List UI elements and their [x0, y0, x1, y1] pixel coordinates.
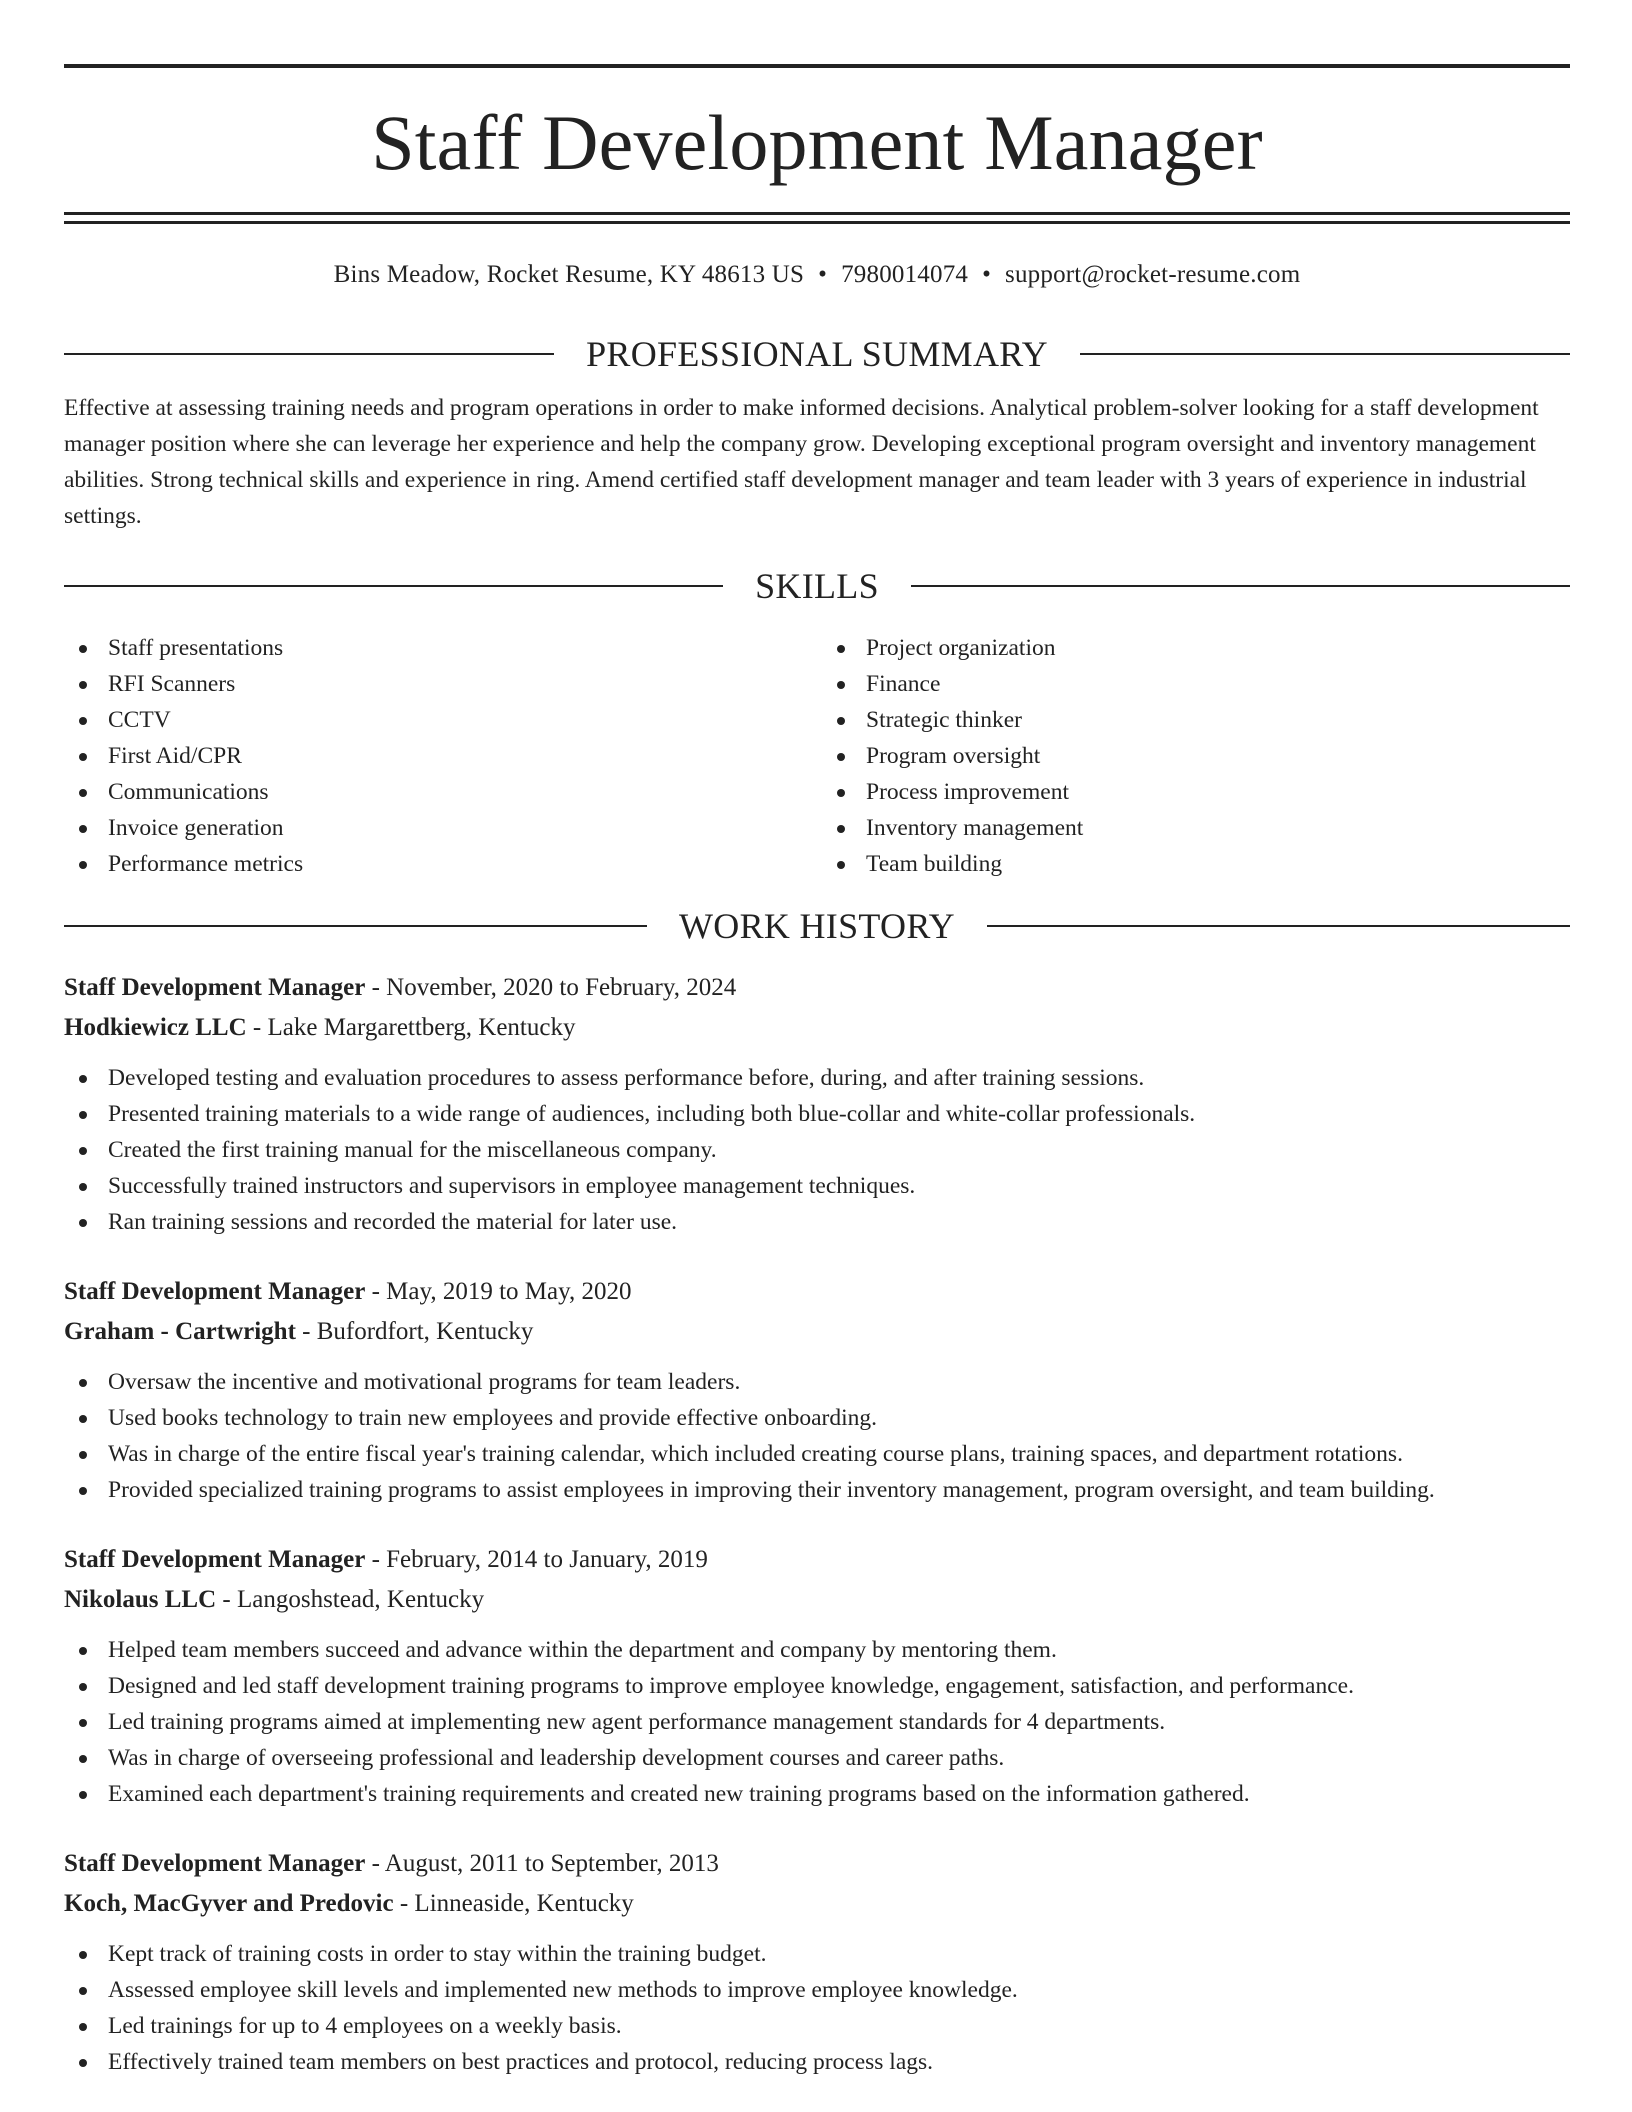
work-history-list	[64, 968, 1570, 2080]
section-heading-label: SKILLS	[755, 566, 879, 606]
dash-separator: -	[246, 1014, 268, 1041]
job-bullet: Assessed employee skill levels and implemented new methods to improve employee knowledge.	[64, 1972, 1570, 2008]
skill-item: Communications	[64, 774, 812, 810]
job-bullet: Presented training materials to a wide range of audiences, including both blue-collar and white-collar professionals.	[64, 1096, 1570, 1132]
contact-separator: •	[818, 261, 828, 288]
resume-title: Staff Development Manager	[371, 99, 1263, 186]
dash-separator: -	[393, 1890, 415, 1917]
title-double-rule	[64, 212, 1570, 224]
skill-item: Performance metrics	[64, 846, 812, 882]
job-location: Bufordfort, Kentucky	[316, 1318, 534, 1345]
job-dates: November, 2020 to February, 2024	[386, 974, 737, 1001]
section-heading-work-history	[64, 904, 1570, 948]
dash-separator: -	[365, 1850, 385, 1877]
job-location: Linneaside, Kentucky	[414, 1890, 634, 1917]
job-company: Nikolaus LLC	[64, 1586, 217, 1613]
skill-item: First Aid/CPR	[64, 738, 812, 774]
job-entry	[64, 1540, 1570, 1812]
job-title-line	[64, 1844, 1570, 1884]
job-entry	[64, 1844, 1570, 2080]
skill-item: CCTV	[64, 702, 812, 738]
job-bullet: Used books technology to train new employees and provide effective onboarding.	[64, 1400, 1570, 1436]
job-title: Staff Development Manager	[64, 1546, 366, 1573]
job-bullets	[64, 1060, 1570, 1240]
job-company: Hodkiewicz LLC	[64, 1014, 247, 1041]
job-bullet: Created the first training manual for the miscellaneous company.	[64, 1132, 1570, 1168]
skills-column-left	[64, 630, 812, 882]
summary-text: Effective at assessing training needs and program operations in order to make informed decisions. Analytical problem-solver looking for a staff development manager position where she can leverage her experience and help the company grow. Developing exceptional program oversight and inventory management abilities. Strong technical skills and experience in ring. Amend certified staff development manager and team leader with 3 years of experience in industrial settings.	[64, 395, 1539, 529]
job-company-line	[64, 1008, 1570, 1048]
contact-phone: 7980014074	[841, 261, 969, 288]
job-company-line	[64, 1884, 1570, 1924]
job-bullet: Was in charge of the entire fiscal year's training calendar, which included creating course plans, training spaces, and department rotations.	[64, 1436, 1570, 1472]
job-bullet: Provided specialized training programs to assist employees in improving their inventory management, program oversight, and team building.	[64, 1472, 1570, 1508]
job-bullet: Helped team members succeed and advance within the department and company by mentoring them.	[64, 1632, 1570, 1668]
skill-item: Strategic thinker	[822, 702, 1570, 738]
job-company: Graham - Cartwright	[64, 1318, 296, 1345]
section-heading-label: WORK HISTORY	[679, 906, 955, 946]
dash-separator: -	[365, 1278, 387, 1305]
job-company-line	[64, 1580, 1570, 1620]
dash-separator: -	[295, 1318, 317, 1345]
job-entry	[64, 1272, 1570, 1508]
skill-item: Staff presentations	[64, 630, 812, 666]
job-title: Staff Development Manager	[64, 974, 366, 1001]
job-location: Lake Margarettberg, Kentucky	[267, 1014, 576, 1041]
skills-column-right	[812, 630, 1570, 882]
skill-item: Inventory management	[822, 810, 1570, 846]
skill-item: Process improvement	[822, 774, 1570, 810]
resume-page	[64, 0, 1570, 2080]
job-entry	[64, 968, 1570, 1240]
job-bullet: Successfully trained instructors and supervisors in employee management techniques.	[64, 1168, 1570, 1204]
contact-address: Bins Meadow, Rocket Resume, KY 48613 US	[333, 261, 805, 288]
contact-separator: •	[982, 261, 992, 288]
section-heading-summary	[64, 332, 1570, 376]
dash-separator: -	[365, 1546, 387, 1573]
job-company: Koch, MacGyver and Predovic	[64, 1890, 394, 1917]
skill-item: RFI Scanners	[64, 666, 812, 702]
top-rule	[64, 64, 1570, 68]
job-title: Staff Development Manager	[64, 1850, 366, 1877]
skills-grid	[64, 630, 1570, 882]
dash-separator: -	[216, 1586, 237, 1613]
dash-separator: -	[365, 974, 387, 1001]
job-bullet: Designed and led staff development training programs to improve employee knowledge, engagement, satisfaction, and performance.	[64, 1668, 1570, 1704]
job-bullet: Effectively trained team members on best practices and protocol, reducing process lags.	[64, 2044, 1570, 2080]
job-dates: August, 2011 to September, 2013	[384, 1850, 719, 1877]
section-heading-skills	[64, 564, 1570, 608]
skill-item: Finance	[822, 666, 1570, 702]
job-company-line	[64, 1312, 1570, 1352]
job-bullet: Examined each department's training requirements and created new training programs based on the information gathered.	[64, 1776, 1570, 1812]
skill-item: Program oversight	[822, 738, 1570, 774]
job-title: Staff Development Manager	[64, 1278, 366, 1305]
job-bullet: Developed testing and evaluation procedures to assess performance before, during, and after training sessions.	[64, 1060, 1570, 1096]
job-bullet: Oversaw the incentive and motivational programs for team leaders.	[64, 1364, 1570, 1400]
skill-item: Team building	[822, 846, 1570, 882]
job-bullet: Led training programs aimed at implementing new agent performance management standards for 4 departments.	[64, 1704, 1570, 1740]
skill-item: Project organization	[822, 630, 1570, 666]
section-heading-label: PROFESSIONAL SUMMARY	[586, 334, 1048, 374]
job-bullets	[64, 1632, 1570, 1812]
job-dates: February, 2014 to January, 2019	[386, 1546, 708, 1573]
job-title-line	[64, 1272, 1570, 1312]
job-bullet: Ran training sessions and recorded the material for later use.	[64, 1204, 1570, 1240]
job-bullet: Led trainings for up to 4 employees on a weekly basis.	[64, 2008, 1570, 2044]
job-bullet: Kept track of training costs in order to stay within the training budget.	[64, 1936, 1570, 1972]
job-bullet: Was in charge of overseeing professional and leadership development courses and career paths.	[64, 1740, 1570, 1776]
job-title-line	[64, 1540, 1570, 1580]
job-dates: May, 2019 to May, 2020	[386, 1278, 632, 1305]
contact-line	[64, 258, 1570, 292]
job-bullets	[64, 1364, 1570, 1508]
job-location: Langoshstead, Kentucky	[236, 1586, 485, 1613]
skill-item: Invoice generation	[64, 810, 812, 846]
job-title-line	[64, 968, 1570, 1008]
contact-email: support@rocket-resume.com	[1005, 261, 1301, 288]
job-bullets	[64, 1936, 1570, 2080]
